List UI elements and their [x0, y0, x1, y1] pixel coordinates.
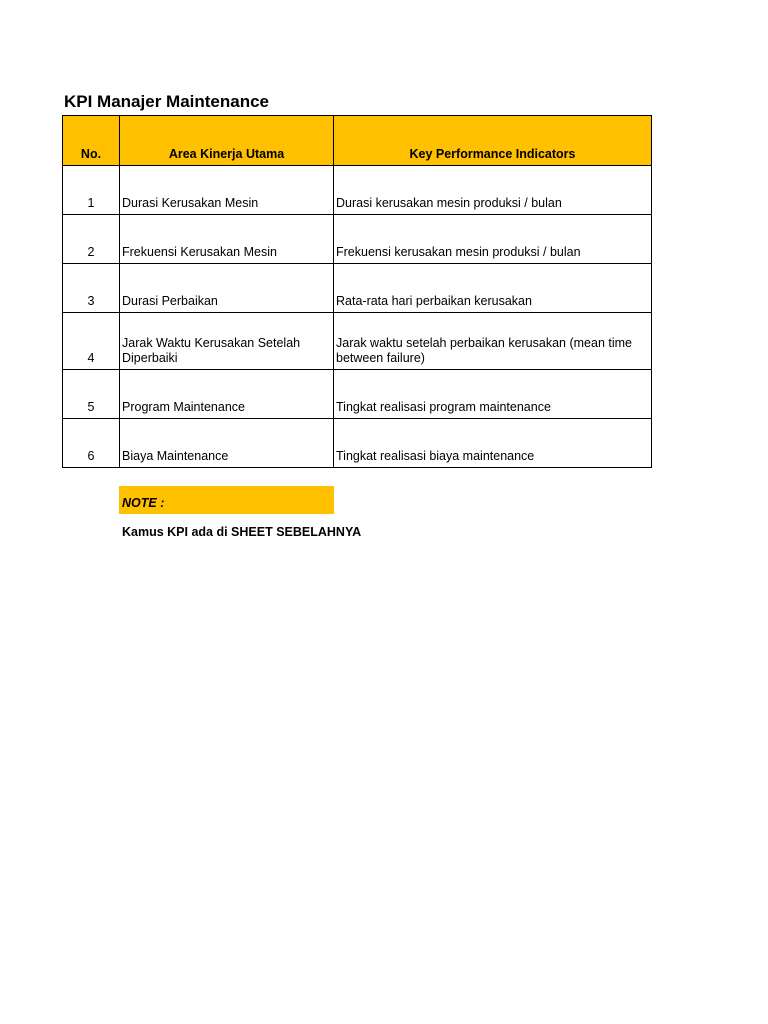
kpi-table — [62, 115, 652, 468]
row-area: Durasi Kerusakan Mesin — [120, 166, 334, 215]
header-no: No. — [63, 116, 120, 166]
table-row — [63, 419, 652, 468]
row-number: 2 — [63, 215, 120, 264]
row-area: Frekuensi Kerusakan Mesin — [120, 215, 334, 264]
row-kpi: Tingkat realisasi biaya maintenance — [334, 419, 652, 468]
row-kpi: Durasi kerusakan mesin produksi / bulan — [334, 166, 652, 215]
row-area: Durasi Perbaikan — [120, 264, 334, 313]
row-number: 6 — [63, 419, 120, 468]
table-row — [63, 264, 652, 313]
row-kpi: Jarak waktu setelah perbaikan kerusakan (mean time between failure) — [334, 313, 652, 370]
row-kpi: Rata-rata hari perbaikan kerusakan — [334, 264, 652, 313]
row-number: 3 — [63, 264, 120, 313]
note-label: NOTE : — [119, 486, 334, 514]
header-kpi: Key Performance Indicators — [334, 116, 652, 166]
row-number: 1 — [63, 166, 120, 215]
page-title: KPI Manajer Maintenance — [64, 92, 270, 111]
note-text: Kamus KPI ada di SHEET SEBELAHNYA — [122, 525, 362, 539]
row-number: 4 — [63, 313, 120, 370]
row-area: Biaya Maintenance — [120, 419, 334, 468]
row-kpi: Frekuensi kerusakan mesin produksi / bulan — [334, 215, 652, 264]
header-area: Area Kinerja Utama — [120, 116, 334, 166]
row-area: Jarak Waktu Kerusakan Setelah Diperbaiki — [120, 313, 334, 370]
row-area: Program Maintenance — [120, 370, 334, 419]
table-row — [63, 166, 652, 215]
row-number: 5 — [63, 370, 120, 419]
table-header-row — [63, 116, 652, 166]
table-row — [63, 215, 652, 264]
row-kpi: Tingkat realisasi program maintenance — [334, 370, 652, 419]
table-row — [63, 370, 652, 419]
table-row — [63, 313, 652, 370]
